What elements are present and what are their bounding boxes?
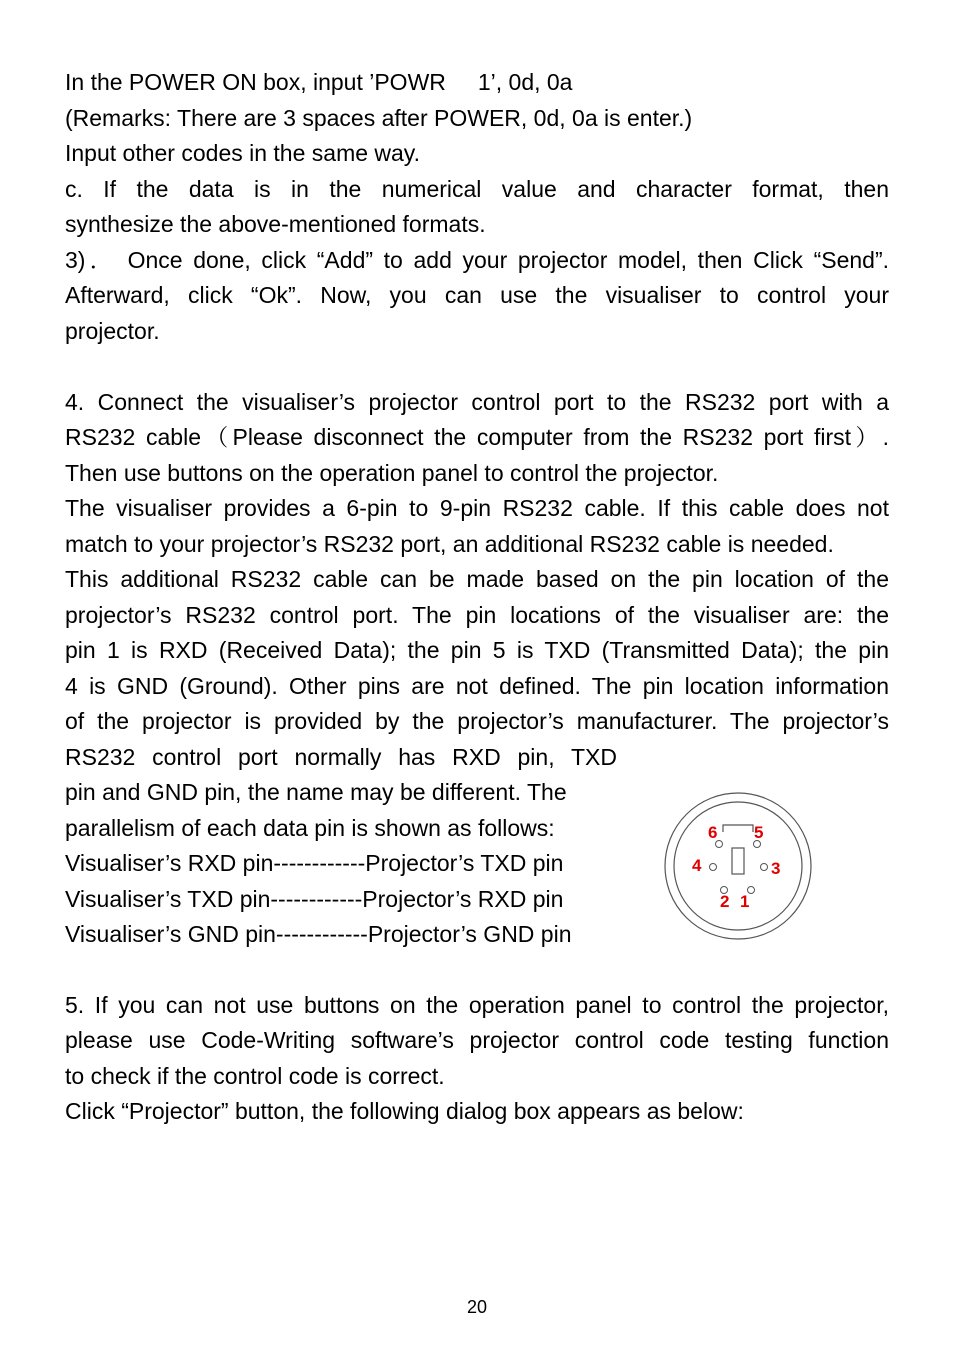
text-line: pin and GND pin, the name may be different. The <box>65 779 567 805</box>
text-line: (Remarks: There are 3 spaces after POWER, 0d, 0a is enter.) <box>65 105 693 131</box>
text-line: projector’s RS232 control port. The pin locations of the visualiser are: the <box>65 602 889 628</box>
text-line: 3)． Once done, click “Add” to add your projector model, then Click “Send”. <box>65 247 889 273</box>
text-line: Afterward, click “Ok”. Now, you can use the visualiser to control your <box>65 282 889 308</box>
text-line: RS232 control port normally has RXD pin, TXD <box>65 744 617 770</box>
text-line: This additional RS232 cable can be made based on the pin location of the <box>65 566 889 592</box>
text-line: match to your projector’s RS232 port, an additional RS232 cable is needed. <box>65 531 834 557</box>
pin-label-3: 3 <box>771 859 781 878</box>
text-line: 4. Connect the visualiser’s projector control port to the RS232 port with a <box>65 389 889 415</box>
text-line: 5. If you can not use buttons on the operation panel to control the projector, <box>65 992 889 1018</box>
text-line: to check if the control code is correct. <box>65 1063 445 1089</box>
pin-label-1: 1 <box>740 892 750 911</box>
text-line: synthesize the above-mentioned formats. <box>65 211 486 237</box>
text-line: Then use buttons on the operation panel to control the projector. <box>65 460 719 486</box>
pin-label-5: 5 <box>754 823 764 842</box>
text-line: RS232 cable（Please disconnect the computer from the RS232 port first）. <box>65 424 889 450</box>
text-line: In the POWER ON box, input ’POWR 1’, 0d, 0a <box>65 69 573 95</box>
text-line: Visualiser’s GND pin------------Projector’s GND pin <box>65 921 572 947</box>
pin-label-4: 4 <box>692 856 702 875</box>
text-line: The visualiser provides a 6-pin to 9-pin RS232 cable. If this cable does not <box>65 495 889 521</box>
text-line: of the projector is provided by the projector’s manufacturer. The projector’s <box>65 708 889 734</box>
text-line: 4 is GND (Ground). Other pins are not defined. The pin location information <box>65 673 889 699</box>
mini-din-connector-icon <box>663 791 813 941</box>
pin-label-6: 6 <box>708 823 718 842</box>
text-line: please use Code-Writing software’s projector control code testing function <box>65 1027 889 1053</box>
text-line: parallelism of each data pin is shown as follows: <box>65 815 555 841</box>
text-line: c. If the data is in the numerical value and character format, then <box>65 176 889 202</box>
text-line: Click “Projector” button, the following dialog box appears as below: <box>65 1098 744 1124</box>
text-line: Visualiser’s TXD pin------------Projector’s RXD pin <box>65 886 564 912</box>
page-number: 20 <box>466 1297 488 1317</box>
text-line: projector. <box>65 318 160 344</box>
text-line: Visualiser’s RXD pin------------Projector’s TXD pin <box>65 850 564 876</box>
pin-label-2: 2 <box>720 892 730 911</box>
connector-pin-diagram <box>663 791 813 941</box>
text-line: pin 1 is RXD (Received Data); the pin 5 is TXD (Transmitted Data); the pin <box>65 637 889 663</box>
text-line: Input other codes in the same way. <box>65 140 420 166</box>
